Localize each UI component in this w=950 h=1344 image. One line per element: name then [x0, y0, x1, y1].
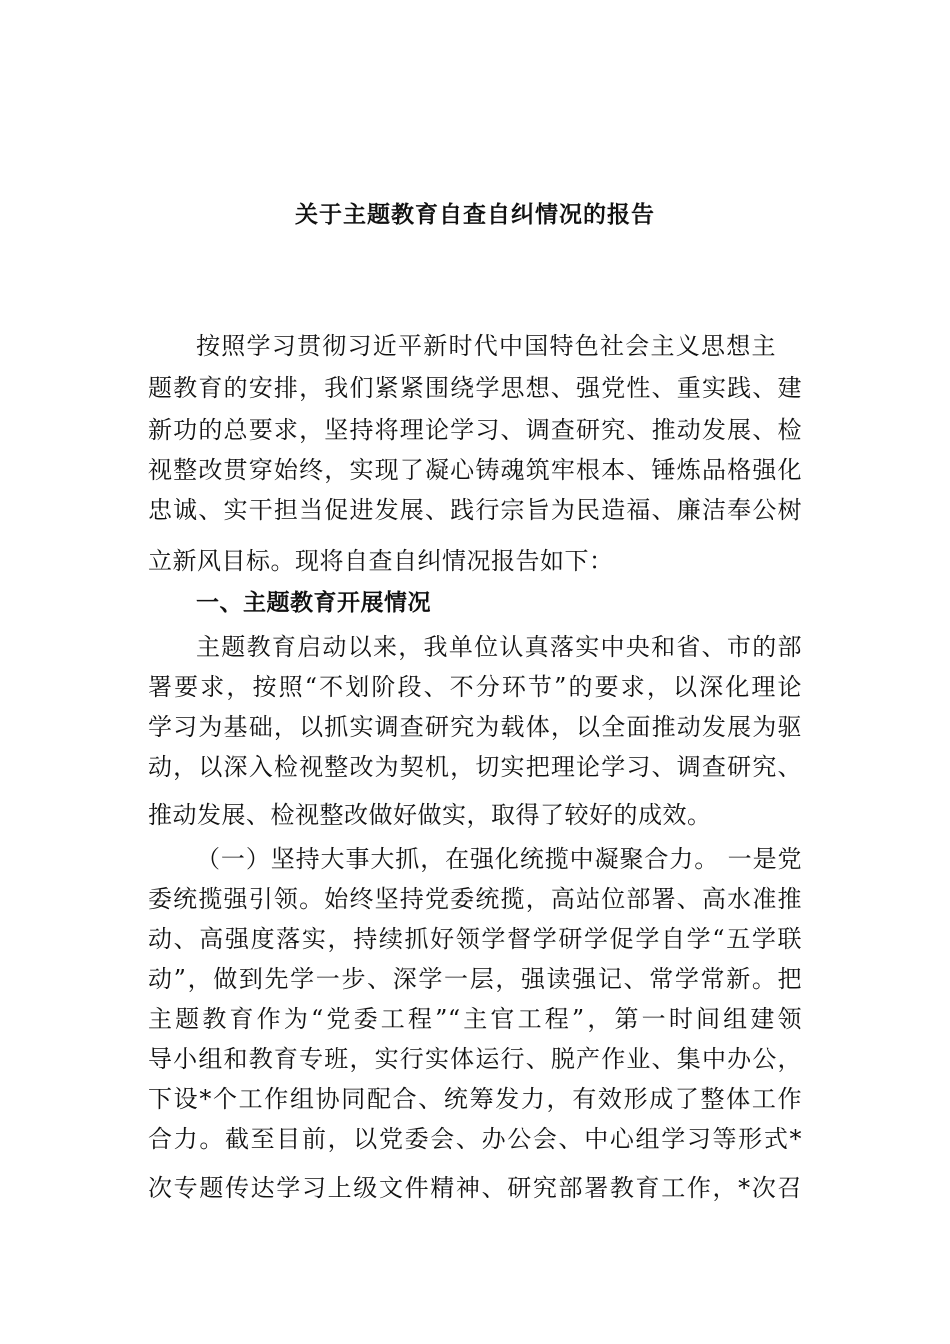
subsection1-line-9: 次专题传达学习上级文件精神、研究部署教育工作，*次召 — [148, 1174, 802, 1202]
section-heading-1: 一、主题教育开展情况 — [196, 590, 431, 616]
intro-line-6: 立新风目标。现将自查自纠情况报告如下： — [148, 547, 614, 575]
intro-line-2: 题教育的安排，我们紧紧围绕学思想、强党性、重实践、建 — [148, 374, 802, 402]
intro-line-1: 按照学习贯彻习近平新时代中国特色社会主义思想主 — [196, 332, 776, 360]
subsection1-line-1: （一）坚持大事大抓，在强化统揽中凝聚合力。 一是党 — [196, 845, 802, 873]
section1-line-3: 学习为基础，以抓实调查研究为载体，以全面推动发展为驱 — [148, 713, 802, 741]
section1-line-1: 主题教育启动以来，我单位认真落实中央和省、市的部 — [196, 633, 802, 661]
subsection1-line-5: 主题教育作为“党委工程”“主官工程”，第一时间组建领 — [148, 1005, 802, 1033]
subsection1-line-3: 动、高强度落实，持续抓好领学督学研学促学自学“五学联 — [148, 925, 802, 953]
subsection1-line-6: 导小组和教育专班，实行实体运行、脱产作业、集中办公， — [148, 1045, 802, 1073]
section1-line-5: 推动发展、检视整改做好做实，取得了较好的成效。 — [148, 801, 712, 829]
subsection1-line-2: 委统揽强引领。始终坚持党委统揽，高站位部署、高水准推 — [148, 885, 802, 913]
section1-line-4: 动，以深入检视整改为契机，切实把理论学习、调查研究、 — [148, 753, 802, 781]
section1-line-2: 署要求，按照“不划阶段、不分环节”的要求，以深化理论 — [148, 673, 802, 701]
intro-line-5: 忠诚、实干担当促进发展、践行宗旨为民造福、廉洁奉公树 — [148, 496, 802, 524]
subsection1-line-4: 动”，做到先学一步、深学一层，强读强记、常学常新。把 — [148, 965, 802, 993]
intro-line-4: 视整改贯穿始终，实现了凝心铸魂筑牢根本、锤炼品格强化 — [148, 456, 802, 484]
document-title: 关于主题教育自查自纠情况的报告 — [295, 202, 655, 228]
subsection1-line-7: 下设*个工作组协同配合、统筹发力，有效形成了整体工作 — [148, 1085, 802, 1113]
subsection1-line-8: 合力。截至目前，以党委会、办公会、中心组学习等形式* — [148, 1125, 802, 1153]
intro-line-3: 新功的总要求，坚持将理论学习、调查研究、推动发展、检 — [148, 416, 802, 444]
